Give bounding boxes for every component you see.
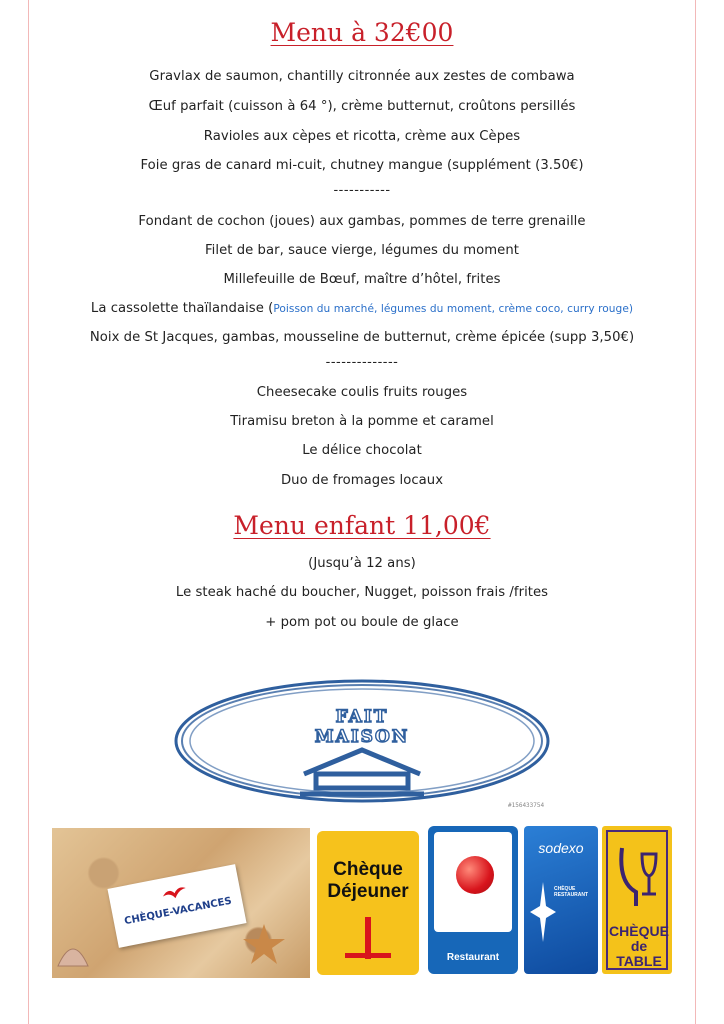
- cheque-vacances-logo: [52, 828, 310, 978]
- stamp-code: #156433754: [508, 802, 545, 809]
- stamp-line-2: MAISON: [314, 727, 410, 747]
- fait-maison-stamp: [170, 674, 554, 808]
- ticket-dot-icon: [456, 856, 494, 894]
- cheque-dejeuner-logo: [314, 828, 422, 978]
- starter-item-1: Gravlax de saumon, chantilly citronnée aux zestes de combawa: [149, 69, 575, 84]
- cheque-table-line-2: de TABLE: [616, 938, 662, 969]
- cheque-dejeuner-line-1: Chèque: [333, 859, 403, 880]
- separator-2: --------------: [325, 355, 399, 370]
- starter-item-2: Œuf parfait (cuisson à 64 °), crème butternut, croûtons persillés: [148, 99, 576, 114]
- sodexo-sub-label: CHÈQUE RESTAURANT: [554, 886, 589, 898]
- kids-menu-line-2: + pom pot ou boule de glace: [265, 615, 459, 630]
- main-item-2: Filet de bar, sauce vierge, légumes du moment: [205, 243, 519, 258]
- cheque-table-line-1: CHÈQUE: [609, 923, 669, 939]
- starfish-icon: [242, 924, 286, 964]
- separator-1: -----------: [333, 183, 391, 198]
- dessert-item-4: Duo de fromages locaux: [280, 473, 444, 488]
- stamp-line-1: FAIT: [335, 707, 389, 727]
- cheque-vacances-card: [107, 864, 246, 948]
- sodexo-label: sodexo: [538, 840, 584, 856]
- main-item-4-name: La cassolette thaïlandaise (: [90, 301, 274, 316]
- star-icon: [530, 882, 556, 942]
- payment-logos: [0, 824, 724, 974]
- seashell-icon: [56, 938, 90, 968]
- ticket-label: Ticket: [445, 916, 501, 937]
- main-item-3: Millefeuille de Bœuf, maître d’hôtel, frites: [223, 272, 501, 287]
- cheque-vacances-label: CHÈQUE-VACANCES: [123, 895, 233, 928]
- bird-icon: [160, 882, 189, 905]
- main-item-1: Fondant de cochon (joues) aux gambas, pommes de terre grenaille: [138, 214, 586, 229]
- fork-spoon-icon: [343, 917, 393, 967]
- dessert-item-2: Tiramisu breton à la pomme et caramel: [230, 414, 494, 429]
- ticket-restaurant-logo: [428, 826, 518, 974]
- main-item-4: [0, 300, 724, 318]
- menu-title: Menu à 32€00: [270, 18, 454, 47]
- dessert-item-3: Le délice chocolat: [302, 443, 422, 458]
- wine-glass-icon: [616, 842, 660, 912]
- kids-menu-line-1: Le steak haché du boucher, Nugget, poisson frais /frites: [175, 585, 549, 600]
- dessert-item-1: Cheesecake coulis fruits rouges: [256, 385, 468, 400]
- kids-age-note: (Jusqu’à 12 ans): [308, 556, 416, 571]
- sodexo-logo: [524, 826, 598, 974]
- main-item-4-detail: Poisson du marché, légumes du moment, crème coco, curry rouge): [273, 303, 634, 315]
- kids-menu-title: Menu enfant 11,00€: [233, 511, 491, 540]
- cheque-dejeuner-line-2: Déjeuner: [327, 881, 409, 902]
- starter-item-3: Ravioles aux cèpes et ricotta, crème aux Cèpes: [203, 129, 521, 144]
- cheque-de-table-logo: [602, 826, 672, 974]
- starter-item-4: Foie gras de canard mi-cuit, chutney mangue (supplément (3.50€): [140, 158, 584, 173]
- main-item-5: Noix de St Jacques, gambas, mousseline de butternut, crème épicée (supp 3,50€): [89, 330, 635, 345]
- house-icon: [300, 750, 424, 794]
- ticket-restaurant-label: Restaurant: [446, 952, 500, 963]
